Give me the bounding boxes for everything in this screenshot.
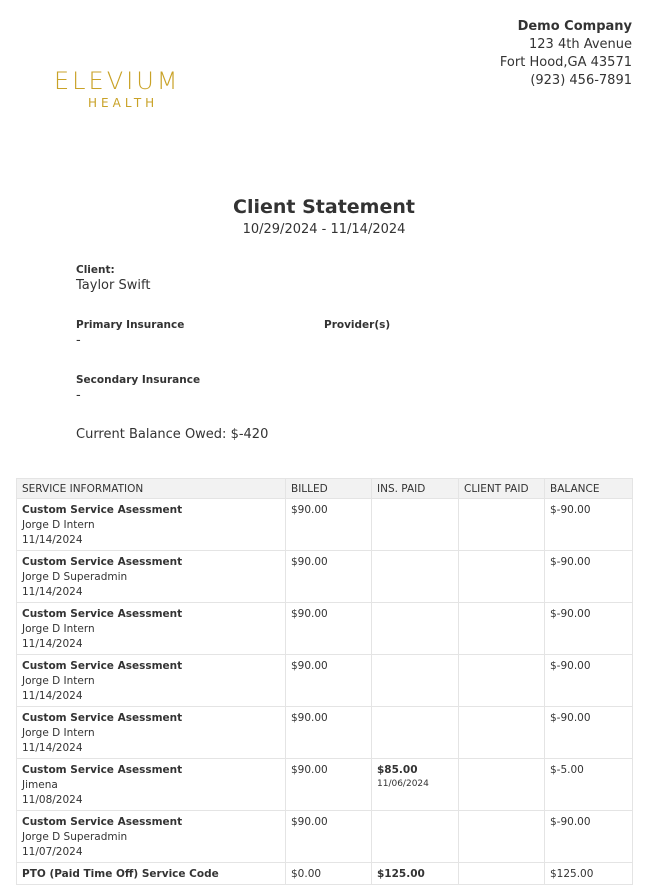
secondary-insurance-value: -	[76, 388, 81, 403]
client-paid-cell	[459, 499, 545, 551]
column-header-balance: BALANCE	[545, 479, 633, 499]
table-row	[17, 707, 633, 759]
company-logo	[54, 66, 216, 114]
ins-paid-cell	[372, 655, 459, 707]
service-name: Custom Service Asessment	[22, 816, 183, 828]
primary-insurance-label: Primary Insurance	[76, 319, 185, 331]
ins-paid-cell	[372, 551, 459, 603]
company-phone: (923) 456-7891	[530, 73, 632, 88]
service-name: Custom Service Asessment	[22, 608, 183, 620]
statement-title: Client Statement	[233, 196, 415, 218]
company-address-block	[500, 18, 632, 90]
balance-cell: $-90.00	[545, 655, 633, 707]
client-paid-cell	[459, 603, 545, 655]
table-row	[17, 863, 633, 885]
service-name: Custom Service Asessment	[22, 504, 183, 516]
service-cell	[17, 759, 286, 811]
billed-cell: $90.00	[286, 551, 372, 603]
ins-paid-cell	[372, 811, 459, 863]
secondary-insurance-label: Secondary Insurance	[76, 374, 201, 386]
service-provider: Jorge D Intern	[22, 623, 95, 635]
service-provider: Jimena	[22, 779, 58, 791]
billed-cell: $90.00	[286, 811, 372, 863]
client-paid-cell	[459, 551, 545, 603]
balance-cell: $-90.00	[545, 499, 633, 551]
table-row	[17, 551, 633, 603]
ins-paid-cell	[372, 603, 459, 655]
balance-cell: $-90.00	[545, 811, 633, 863]
service-name: Custom Service Asessment	[22, 764, 183, 776]
client-paid-cell	[459, 655, 545, 707]
service-date: 11/14/2024	[22, 638, 83, 650]
service-provider: Jorge D Intern	[22, 727, 95, 739]
company-name: Demo Company	[517, 19, 632, 34]
client-paid-cell	[459, 863, 545, 885]
client-paid-cell	[459, 759, 545, 811]
column-header-ins-paid: INS. PAID	[372, 479, 459, 499]
balance-cell: $-90.00	[545, 603, 633, 655]
service-cell	[17, 811, 286, 863]
service-provider: Jorge D Superadmin	[22, 571, 128, 583]
service-cell	[17, 603, 286, 655]
service-cell	[17, 863, 286, 885]
balance-cell: $-90.00	[545, 707, 633, 759]
column-header-billed: BILLED	[286, 479, 372, 499]
ins-paid-cell	[372, 863, 459, 885]
billed-cell: $90.00	[286, 759, 372, 811]
company-city: Fort Hood,GA 43571	[499, 55, 632, 70]
billed-cell: $0.00	[286, 863, 372, 885]
service-provider: Jorge D Intern	[22, 519, 95, 531]
service-provider: Jorge D Intern	[22, 675, 95, 687]
service-name: Custom Service Asessment	[22, 660, 183, 672]
balance-cell: $125.00	[545, 863, 633, 885]
service-date: 11/14/2024	[22, 586, 83, 598]
table-row	[17, 499, 633, 551]
billed-cell: $90.00	[286, 707, 372, 759]
ins-paid-cell	[372, 707, 459, 759]
primary-insurance-value: -	[76, 333, 81, 348]
column-header-client-paid: CLIENT PAID	[459, 479, 545, 499]
ins-paid-amount: $125.00	[377, 868, 425, 880]
service-date: 11/14/2024	[22, 534, 83, 546]
current-balance: Current Balance Owed: $-420	[76, 427, 269, 442]
ins-paid-amount: $85.00	[377, 764, 418, 776]
ins-paid-cell	[372, 759, 459, 811]
client-paid-cell	[459, 707, 545, 759]
service-name: Custom Service Asessment	[22, 556, 183, 568]
service-cell	[17, 655, 286, 707]
table-row	[17, 655, 633, 707]
billed-cell: $90.00	[286, 655, 372, 707]
table-header-row	[17, 479, 633, 499]
ins-paid-cell	[372, 499, 459, 551]
billed-cell: $90.00	[286, 499, 372, 551]
statement-date-range: 10/29/2024 - 11/14/2024	[242, 222, 406, 237]
ins-paid-date: 11/06/2024	[377, 779, 429, 789]
logo-wordmark: ELEVIUM	[54, 67, 181, 95]
service-date: 11/08/2024	[22, 794, 83, 806]
service-date: 11/07/2024	[22, 846, 83, 858]
table-row	[17, 603, 633, 655]
service-date: 11/14/2024	[22, 690, 83, 702]
service-cell	[17, 551, 286, 603]
table-row	[17, 811, 633, 863]
logo-subtitle: HEALTH	[88, 96, 159, 110]
service-name: Custom Service Asessment	[22, 712, 183, 724]
client-label: Client:	[76, 264, 115, 276]
client-paid-cell	[459, 811, 545, 863]
service-name: PTO (Paid Time Off) Service Code	[22, 868, 219, 880]
service-date: 11/14/2024	[22, 742, 83, 754]
service-cell	[17, 707, 286, 759]
column-header-service: SERVICE INFORMATION	[17, 479, 286, 499]
service-cell	[17, 499, 286, 551]
providers-label: Provider(s)	[324, 319, 391, 331]
table-row	[17, 759, 633, 811]
balance-cell: $-5.00	[545, 759, 633, 811]
services-table	[16, 478, 633, 885]
billed-cell: $90.00	[286, 603, 372, 655]
client-name: Taylor Swift	[76, 278, 151, 293]
service-provider: Jorge D Superadmin	[22, 831, 128, 843]
balance-cell: $-90.00	[545, 551, 633, 603]
company-street: 123 4th Avenue	[529, 37, 632, 52]
